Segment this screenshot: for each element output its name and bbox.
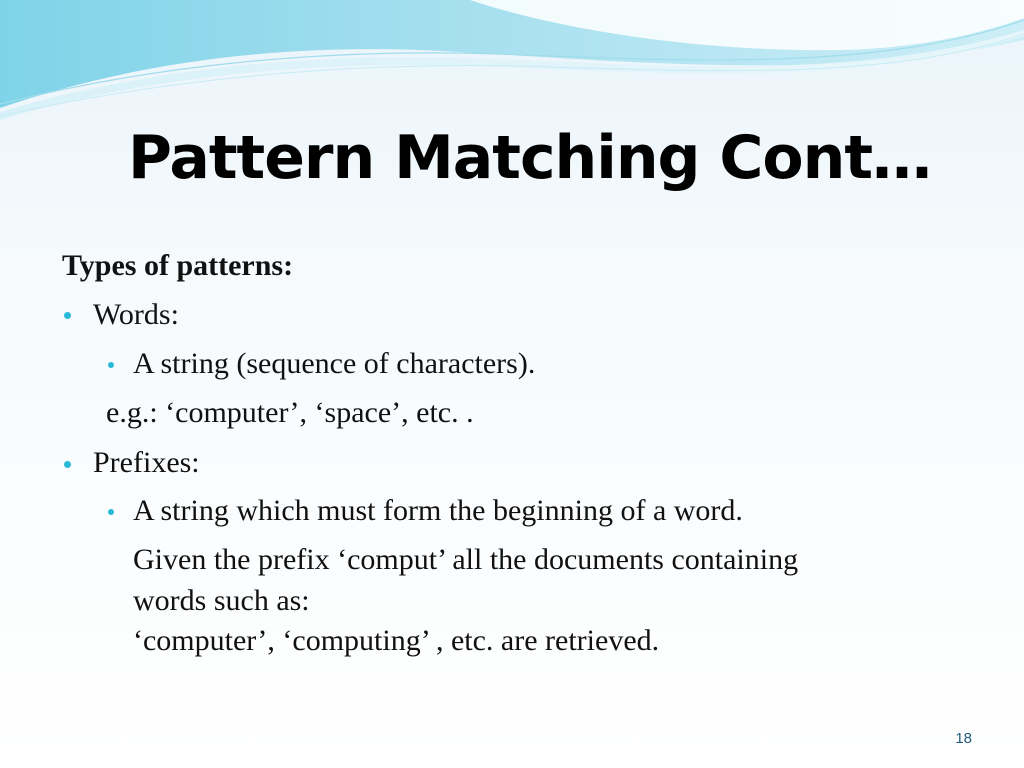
sub-bullet-dot-icon [108,362,114,368]
slide-title: Pattern Matching Cont… [128,123,932,193]
sub-bullet-words-definition: A string (sequence of characters). [133,347,536,380]
bullet-dot-icon [64,312,71,319]
sub-bullet-prefixes-definition: A string which must form the beginning of a word. [133,494,743,527]
prefixes-note-line: ‘computer’, ‘computing’ , etc. are retrieved. [133,624,660,657]
bullet-prefixes: Prefixes: [93,446,200,479]
bullet-words: Words: [93,298,179,331]
page-number: 18 [955,730,972,747]
prefixes-note-line: words such as: [133,584,310,617]
bullet-dot-icon [64,461,71,468]
words-example: e.g.: ‘computer’, ‘space’, etc. . [106,396,474,429]
section-heading: Types of patterns: [62,249,294,282]
sub-bullet-dot-icon [108,509,114,515]
prefixes-note-line: Given the prefix ‘comput’ all the documents containing [133,543,799,576]
